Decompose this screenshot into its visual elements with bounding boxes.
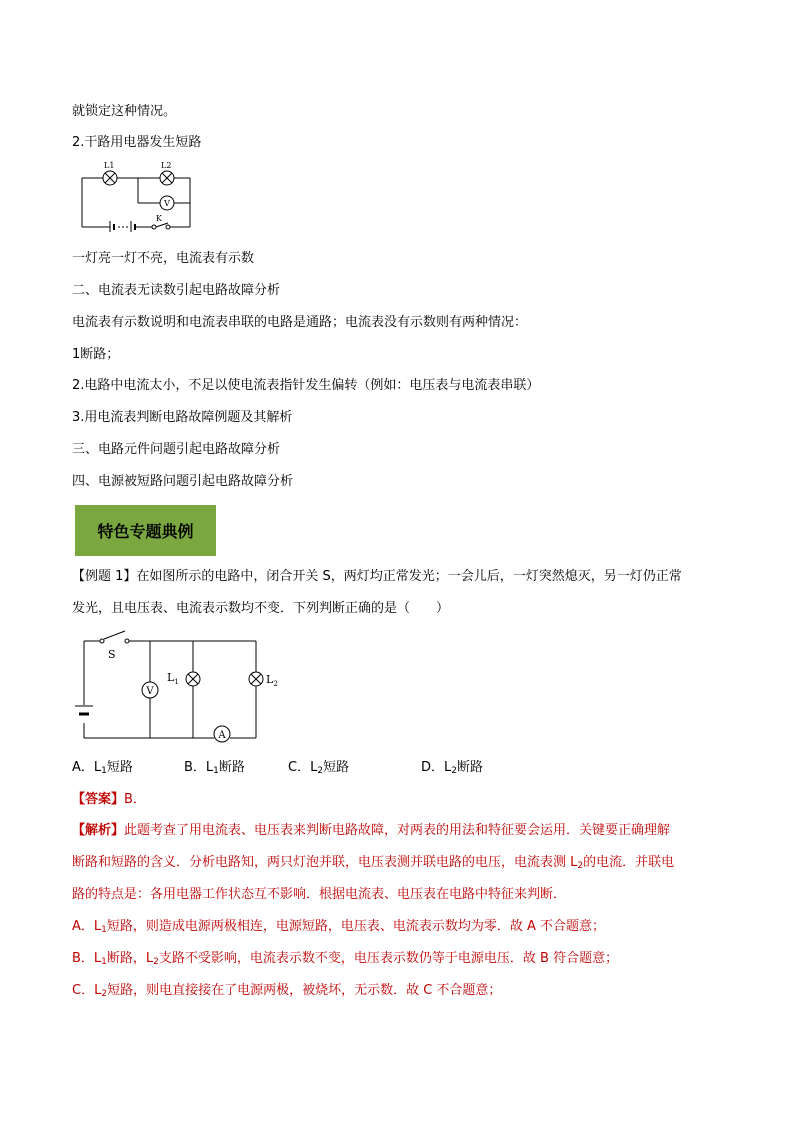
- analysis-option-a: A．$L_1$短路，则造成电源两极相连，电源短路，电压表、电流表示数均为零．故 A 不合题意；: [72, 919, 606, 935]
- svg-text:V: V: [146, 686, 154, 697]
- voltmeter: [142, 682, 158, 698]
- answer-line: [72, 792, 146, 808]
- circuit-diagram-1: [80, 158, 200, 232]
- battery: [110, 221, 135, 232]
- switch-contact: [166, 225, 170, 229]
- lamp-l2: [160, 171, 174, 185]
- banner-title: 特色专题典例: [97, 522, 194, 541]
- option-b: B．$L_1$断路: [184, 760, 245, 776]
- option-d: D．$L_2$断路: [421, 760, 484, 776]
- text-line: 一灯亮一灯不亮，电流表有示数: [72, 251, 255, 266]
- circuit-diagram-2: [72, 628, 292, 746]
- battery: [75, 706, 93, 714]
- lamp-l2: [249, 672, 263, 686]
- analysis-line-1: 【解析】此题考查了用电流表、电压表来判断电路故障，对两表的用法和特征要会运用．关键要正确理解: [72, 823, 671, 838]
- label-l1: L1: [104, 161, 115, 170]
- lamp-l1: [186, 672, 200, 686]
- text-line: 3.用电流表判断电路故障例题及其解析: [72, 410, 293, 425]
- text-line: 2.电路中电流太小，不足以使电流表指针发生偏转（例如：电压表与电流表串联）: [72, 378, 540, 393]
- analysis-option-b: B．$L_1$断路，$L_2$支路不受影响，电流表示数不变，电压表示数仍等于电源电压．故 B 符合题意；: [72, 951, 619, 967]
- section-heading: 2.干路用电器发生短路: [72, 135, 202, 150]
- switch-pivot: [100, 639, 104, 643]
- option-a: A．$L_1$短路: [72, 760, 133, 776]
- answer-value: B．: [124, 792, 146, 807]
- text-line: 电流表有示数说明和电流表串联的电路是通路；电流表没有示数则有两种情况：: [72, 315, 528, 330]
- label-l2: L2: [161, 161, 172, 170]
- switch-contact: [125, 639, 129, 643]
- text-line: 就锁定这种情况。: [72, 104, 177, 119]
- analysis-option-c: C．$L_2$短路，则电直接接在了电源两极，被烧坏，无示数．故 C 不合题意；: [72, 983, 502, 999]
- label-l1: $L_1$: [167, 671, 179, 686]
- section-banner: [75, 505, 216, 556]
- example-line-1: [72, 569, 682, 585]
- example-line-2: 发光，且电压表、电流表示数均不变．下列判断正确的是（ ）: [72, 601, 450, 616]
- text-line: 1断路；: [72, 347, 120, 362]
- label-k: K: [156, 214, 162, 223]
- analysis-line-2: 断路和短路的含义．分析电路知，两只灯泡并联，电压表测并联电路的电压，电流表测 $L_2$的电流．并联电: [72, 855, 675, 871]
- label-s: S: [108, 648, 116, 661]
- example-tag: 【例题 1】: [72, 569, 137, 584]
- svg-text:A: A: [218, 730, 226, 741]
- lamp-l1: [103, 171, 117, 185]
- analysis-tag: 【解析】: [72, 823, 125, 838]
- svg-text:V: V: [164, 199, 170, 208]
- ammeter: [214, 726, 230, 742]
- answer-tag: 【答案】: [72, 792, 125, 807]
- analysis-line-3: 路的特点是：各用电器工作状态互不影响．根据电流表、电压表在电路中特征来判断．: [72, 887, 567, 902]
- switch-pivot: [152, 225, 156, 229]
- example-text: 在如图所示的电路中，闭合开关 S，两灯均正常发光；一会儿后，一灯突然熄灭，另一灯仍正常: [136, 569, 682, 584]
- option-c: C．$L_2$短路: [288, 760, 350, 776]
- section-heading: 二、电流表无读数引起电路故障分析: [72, 283, 281, 298]
- voltmeter: [160, 196, 174, 210]
- section-heading: 四、电源被短路问题引起电路故障分析: [72, 474, 294, 489]
- label-l2: $L_2$: [266, 673, 278, 688]
- section-heading: 三、电路元件问题引起电路故障分析: [72, 442, 281, 457]
